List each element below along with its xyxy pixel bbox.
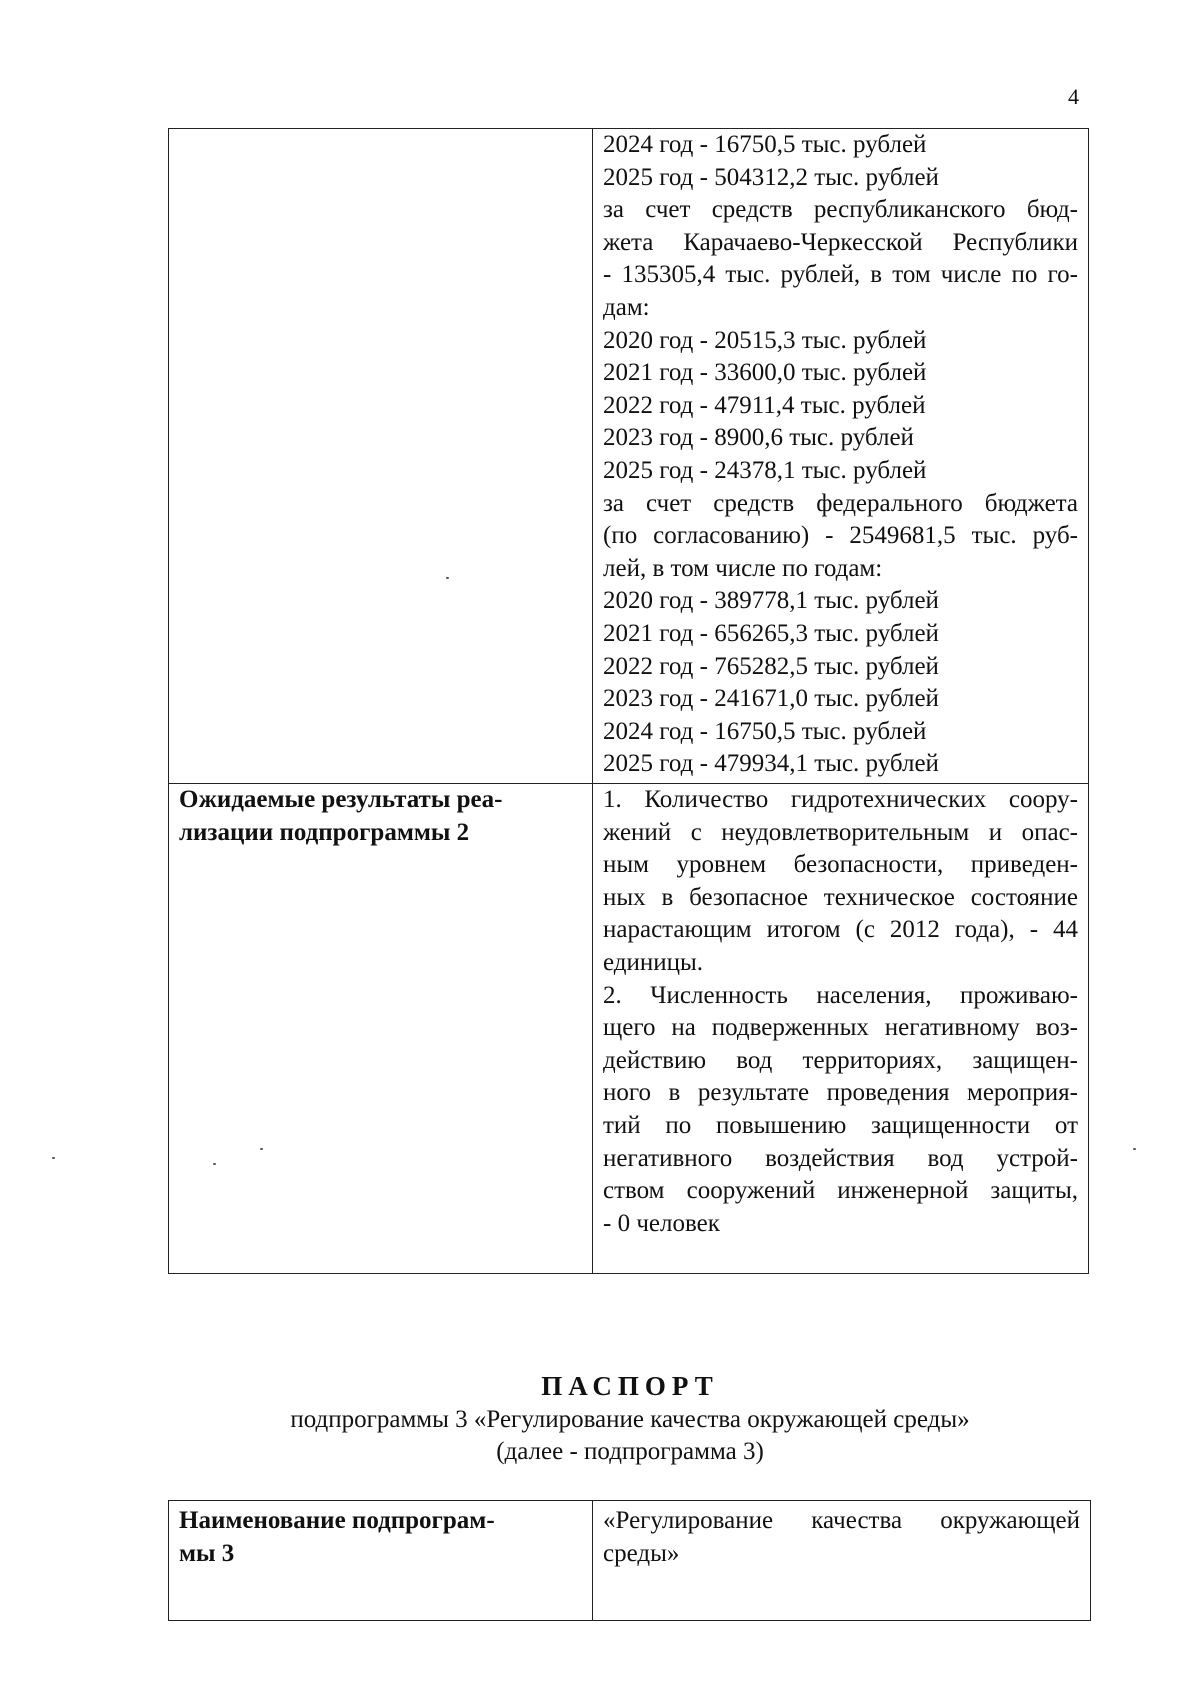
label-line: лизации подпрограммы 2 bbox=[179, 818, 470, 846]
text-line: «Регулирование качества окружающей bbox=[603, 1507, 1080, 1534]
funding-row bbox=[169, 129, 1089, 784]
text-line: среды» bbox=[603, 1539, 680, 1567]
passport-heading bbox=[0, 1368, 1200, 1468]
text-line: 2023 год - 241671,0 тыс. рублей bbox=[603, 685, 939, 713]
label-line: Наименование подпрограм- bbox=[179, 1507, 495, 1534]
text-line: - 0 человек bbox=[603, 1209, 720, 1237]
page-number: 4 bbox=[1068, 84, 1079, 109]
text-line: 1. Количество гидротехнических соору- bbox=[603, 786, 1078, 813]
text-line: 2020 год - 20515,3 тыс. рублей bbox=[603, 326, 927, 354]
text-line: тий по повышению защищенности от bbox=[603, 1111, 1078, 1139]
text-line: дам: bbox=[603, 293, 650, 321]
funding-value-cell bbox=[593, 129, 1089, 784]
text-line: 2024 год - 16750,5 тыс. рублей bbox=[603, 131, 927, 158]
text-line: 2025 год - 24378,1 тыс. рублей bbox=[603, 456, 927, 484]
text-line: (по согласованию) - 2549681,5 тыс. руб- bbox=[603, 522, 1078, 550]
text-line: ным уровнем безопасности, приведен- bbox=[603, 851, 1078, 879]
text-line: 2021 год - 656265,3 тыс. рублей bbox=[603, 619, 939, 647]
passport-title: ПАСПОРТ bbox=[541, 1371, 719, 1401]
expected-results-label-cell bbox=[169, 784, 593, 1274]
text-line: лей, в том числе по годам: bbox=[603, 554, 883, 582]
text-line: за счет средств федерального бюджета bbox=[603, 489, 1078, 517]
subprogram-name-label-cell bbox=[169, 1501, 593, 1621]
passport-subtitle-line2: (далее - подпрограмма 3) bbox=[496, 1438, 764, 1465]
subprogram-name-value-cell bbox=[593, 1501, 1091, 1621]
text-line: ных в безопасное техническое состояние bbox=[603, 883, 1078, 911]
text-line: ного в результате проведения мероприя- bbox=[603, 1079, 1078, 1107]
text-line: 2021 год - 33600,0 тыс. рублей bbox=[603, 359, 927, 387]
text-line: 2025 год - 504312,2 тыс. рублей bbox=[603, 163, 939, 191]
text-line: 2022 год - 765282,5 тыс. рублей bbox=[603, 652, 939, 680]
expected-results-value-cell bbox=[593, 784, 1089, 1274]
expected-results-row bbox=[169, 784, 1089, 1274]
scan-speck bbox=[52, 1157, 55, 1159]
text-line: нарастающим итогом (с 2012 года), - 44 bbox=[603, 916, 1078, 944]
scan-speck bbox=[260, 1148, 263, 1150]
text-line: за счет средств республиканского бюд- bbox=[603, 196, 1078, 224]
text-line: жета Карачаево-Черкесской Республики bbox=[603, 228, 1078, 256]
text-line: 2025 год - 479934,1 тыс. рублей bbox=[603, 750, 939, 778]
label-line: мы 3 bbox=[179, 1539, 235, 1567]
label-line: Ожидаемые результаты реа- bbox=[179, 786, 503, 813]
subprogram3-passport-table bbox=[168, 1500, 1091, 1621]
text-line: негативного воздействия вод устрой- bbox=[603, 1144, 1078, 1172]
passport-subtitle-line1: подпрограммы 3 «Регулирование качества окружающей среды» bbox=[290, 1406, 970, 1433]
text-line: 2. Численность населения, проживаю- bbox=[603, 981, 1078, 1009]
funding-label-cell bbox=[169, 129, 593, 784]
scan-speck bbox=[1133, 1148, 1136, 1150]
subprogram2-table bbox=[168, 128, 1089, 1274]
subprogram-name-row bbox=[169, 1501, 1091, 1621]
text-line: действию вод территориях, защищен- bbox=[603, 1046, 1078, 1074]
text-line: единицы. bbox=[603, 948, 704, 976]
scan-speck bbox=[213, 1163, 216, 1165]
text-line: 2024 год - 16750,5 тыс. рублей bbox=[603, 717, 927, 745]
scan-speck bbox=[446, 577, 449, 579]
text-line: щего на подверженных негативному воз- bbox=[603, 1014, 1078, 1042]
text-line: ством сооружений инженерной защиты, bbox=[603, 1177, 1078, 1205]
text-line: 2022 год - 47911,4 тыс. рублей bbox=[603, 391, 926, 419]
text-line: 2020 год - 389778,1 тыс. рублей bbox=[603, 587, 939, 615]
text-line: - 135305,4 тыс. рублей, в том числе по го- bbox=[603, 261, 1078, 289]
text-line: 2023 год - 8900,6 тыс. рублей bbox=[603, 424, 914, 452]
text-line: жений с неудовлетворительным и опас- bbox=[603, 818, 1078, 846]
